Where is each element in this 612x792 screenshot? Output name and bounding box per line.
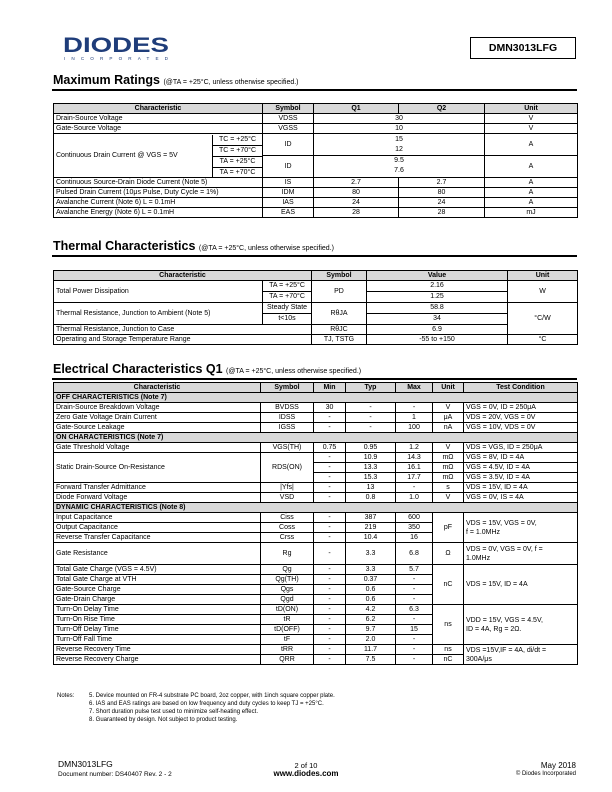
cond-cell: VGS = 8V, ID = 4A — [464, 453, 578, 463]
group-row — [54, 503, 578, 513]
cond-cell: VGS = 4.5V, ID = 4A — [464, 463, 578, 473]
unit-cell: V — [433, 443, 464, 453]
symbol-cell: QRR — [261, 655, 314, 665]
table-row — [54, 423, 578, 433]
char-text: Continuous Drain Current @ VGS = 5V — [56, 152, 178, 159]
min-cell: 30 — [314, 403, 346, 413]
max-cell: - — [396, 655, 433, 665]
elec-title: Electrical Characteristics Q1 — [53, 362, 223, 376]
unit-cell: V — [433, 403, 464, 413]
table-row — [54, 134, 578, 178]
max-cell: 16.1 — [396, 463, 433, 473]
note-item: 8. Guaranteed by design. Not subject to product testing. — [89, 717, 238, 723]
value-text: 2.16 — [367, 281, 507, 292]
unit-cell: V — [433, 493, 464, 503]
electrical-table — [53, 382, 578, 665]
min-cell: - — [314, 655, 346, 665]
min-cell: - — [314, 625, 346, 635]
unit-cell: A — [485, 188, 578, 198]
unit-cell: nA — [433, 423, 464, 433]
table-row — [54, 605, 578, 615]
cond-line: VDS = 15V, VGS = 0V, — [466, 519, 537, 527]
table-row — [54, 281, 578, 303]
max-cell: 17.7 — [396, 473, 433, 483]
unit-cell: s — [433, 483, 464, 493]
symbol-cell: RDS(ON) — [261, 453, 314, 483]
group-title: OFF CHARACTERISTICS (Note 7) — [54, 393, 578, 403]
cond-text: TC = +70°C — [213, 146, 262, 157]
min-cell: - — [314, 585, 346, 595]
value-text: 34 — [433, 315, 441, 322]
header-cell: Q1 — [314, 104, 399, 114]
typ-cell: - — [346, 403, 396, 413]
header-cell: Typ — [346, 383, 396, 393]
char-text: Total Power Dissipation — [56, 288, 129, 295]
thermal-condition: (@TA = +25°C, unless otherwise specified.) — [198, 245, 334, 252]
table-row — [54, 453, 578, 463]
char-cell: Avalanche Current (Note 6) L = 0.1mH — [54, 198, 263, 208]
table-row — [54, 483, 578, 493]
typ-cell: 6.2 — [346, 615, 396, 625]
unit-cell: V — [485, 114, 578, 124]
cond-text: t<10s — [278, 315, 296, 322]
cond-text: Steady State — [263, 303, 311, 314]
footer-copyright: © Diodes Incorporated — [515, 771, 576, 777]
min-cell: - — [314, 543, 346, 565]
value-cell — [367, 303, 508, 325]
section-rule — [52, 378, 577, 380]
symbol-cell: VDSS — [263, 114, 314, 124]
value-cell: 30 — [314, 114, 485, 124]
typ-cell: 0.6 — [346, 585, 396, 595]
cond-text: TC = +25°C — [213, 135, 262, 146]
value-text: 1.25 — [430, 293, 444, 300]
char-cell: Zero Gate Voltage Drain Current — [54, 413, 261, 423]
value-cell: -55 to +150 — [367, 335, 508, 345]
cond-line: VDD = 15V, VGS = 4.5V, — [466, 616, 543, 624]
char-cell — [54, 134, 263, 178]
symbol-text: ID — [284, 163, 292, 170]
q2-cell: 2.7 — [399, 178, 485, 188]
thermal-table — [53, 270, 578, 345]
header-cell: Test Condition — [464, 383, 578, 393]
typ-cell: 0.8 — [346, 493, 396, 503]
max-cell: 15 — [396, 625, 433, 635]
logo-text: DIODES — [63, 34, 169, 57]
cond-line: ID = 4A, Rg = 2Ω. — [466, 625, 522, 633]
char-cell: Gate-Source Leakage — [54, 423, 261, 433]
unit-text: A — [528, 163, 534, 170]
min-cell: - — [314, 533, 346, 543]
unit-cell: A — [485, 198, 578, 208]
symbol-cell: Qg — [261, 565, 314, 575]
cond-cell: VDS = 20V, VGS = 0V — [464, 413, 578, 423]
min-cell: - — [314, 463, 346, 473]
max-cell: 6.3 — [396, 605, 433, 615]
char-cell — [54, 303, 312, 325]
footer-doc: Document number: DS40407 Rev. 2 - 2 — [58, 771, 172, 778]
q1-cell: 24 — [314, 198, 399, 208]
char-cell: Turn-On Rise Time — [54, 615, 261, 625]
symbol-cell: Qg(TH) — [261, 575, 314, 585]
typ-cell: 0.37 — [346, 575, 396, 585]
typ-cell: 10.4 — [346, 533, 396, 543]
header-cell: Symbol — [261, 383, 314, 393]
max-cell: 6.8 — [396, 543, 433, 565]
table-row — [54, 178, 578, 188]
symbol-cell: Coss — [261, 523, 314, 533]
cond-cell: VDS = VGS, ID = 250μA — [464, 443, 578, 453]
symbol-cell: |Yfs| — [261, 483, 314, 493]
symbol-cell: TJ, TSTG — [312, 335, 367, 345]
q1-cell: 80 — [314, 188, 399, 198]
typ-cell: 2.0 — [346, 635, 396, 645]
value-cell: 6.9 — [367, 325, 508, 335]
max-cell: 350 — [396, 523, 433, 533]
symbol-cell: BVDSS — [261, 403, 314, 413]
char-cell: Turn-Off Delay Time — [54, 625, 261, 635]
table-header-row — [54, 104, 578, 114]
header-cell: Characteristic — [54, 271, 312, 281]
max-cell: - — [396, 615, 433, 625]
table-row — [54, 513, 578, 523]
char-cell: Pulsed Drain Current (10μs Pulse, Duty Cycle = 1%) — [54, 188, 263, 198]
symbol-cell: tF — [261, 635, 314, 645]
section-rule — [52, 89, 577, 91]
min-cell: - — [314, 473, 346, 483]
cond-text: TA = +25°C — [213, 157, 262, 168]
typ-cell: 13.3 — [346, 463, 396, 473]
cond-cell: VGS = 3.5V, ID = 4A — [464, 473, 578, 483]
typ-cell: 219 — [346, 523, 396, 533]
symbol-cell: IDSS — [261, 413, 314, 423]
char-cell: Gate-Drain Charge — [54, 595, 261, 605]
symbol-cell: Qgd — [261, 595, 314, 605]
table-row — [54, 124, 578, 134]
cond-line: f = 1.0MHz — [466, 528, 501, 536]
cond-cell: VDS = 15V, ID = 4A — [464, 483, 578, 493]
header-cell: Value — [367, 271, 508, 281]
footer-part: DMN3013LFG — [58, 759, 113, 769]
cond-cell — [464, 543, 578, 565]
value-text: 12 — [314, 145, 484, 156]
cond-cell: VGS = 10V, VDS = 0V — [464, 423, 578, 433]
table-row — [54, 114, 578, 124]
table-row — [54, 325, 578, 335]
symbol-cell: tD(ON) — [261, 605, 314, 615]
unit-cell: mΩ — [433, 463, 464, 473]
header-cell: Symbol — [312, 271, 367, 281]
table-header-row — [54, 383, 578, 393]
cond-line: VDS =15V,IF = 4A, di/dt = — [466, 646, 547, 654]
table-row — [54, 565, 578, 575]
max-ratings-condition: (@TA = +25°C, unless otherwise specified.) — [163, 79, 299, 86]
typ-cell: 3.3 — [346, 565, 396, 575]
note-item: 5. Device mounted on FR-4 substrate PC board, 2oz copper, with 1inch square copper plate. — [89, 693, 335, 699]
value-text: 9.5 — [394, 157, 404, 164]
unit-cell: W — [508, 281, 578, 303]
max-cell: 600 — [396, 513, 433, 523]
typ-cell: 3.3 — [346, 543, 396, 565]
symbol-cell — [263, 134, 314, 178]
unit-cell: °C — [508, 335, 578, 345]
typ-cell: 0.95 — [346, 443, 396, 453]
unit-cell: ns — [433, 605, 464, 645]
char-cell: Turn-On Delay Time — [54, 605, 261, 615]
table-row — [54, 443, 578, 453]
min-cell: - — [314, 483, 346, 493]
min-cell: - — [314, 523, 346, 533]
typ-cell: - — [346, 413, 396, 423]
max-cell: 5.7 — [396, 565, 433, 575]
unit-cell: °C/W — [508, 303, 578, 335]
min-cell: - — [314, 423, 346, 433]
table-row — [54, 493, 578, 503]
table-row — [54, 303, 578, 325]
char-cell: Gate Resistance — [54, 543, 261, 565]
typ-cell: 13 — [346, 483, 396, 493]
symbol-cell: RθJA — [312, 303, 367, 325]
header-cell: Characteristic — [54, 104, 263, 114]
max-cell: - — [396, 483, 433, 493]
symbol-cell: Qgs — [261, 585, 314, 595]
char-cell: Gate-Source Voltage — [54, 124, 263, 134]
cond-line: 300A/μs — [466, 655, 492, 663]
symbol-cell: tRR — [261, 645, 314, 655]
typ-cell: 10.9 — [346, 453, 396, 463]
unit-cell: mΩ — [433, 453, 464, 463]
header-cell: Unit — [433, 383, 464, 393]
char-cell: Input Capacitance — [54, 513, 261, 523]
symbol-cell: Ciss — [261, 513, 314, 523]
symbol-cell: VGS(TH) — [261, 443, 314, 453]
min-cell: - — [314, 595, 346, 605]
max-cell: 1.2 — [396, 443, 433, 453]
cond-cell: VGS = 0V, IS = 4A — [464, 493, 578, 503]
cond-line: 1.0MHz — [466, 554, 491, 562]
unit-cell: pF — [433, 513, 464, 543]
table-header-row — [54, 271, 578, 281]
unit-text: A — [485, 134, 577, 156]
table-row — [54, 188, 578, 198]
q1-cell: 28 — [314, 208, 399, 218]
header-cell: Q2 — [399, 104, 485, 114]
unit-cell: ns — [433, 645, 464, 655]
unit-cell: V — [485, 124, 578, 134]
thermal-title: Thermal Characteristics — [53, 239, 196, 253]
unit-cell: A — [485, 178, 578, 188]
footer-date: May 2018 — [540, 761, 576, 770]
max-cell: 100 — [396, 423, 433, 433]
header-cell: Characteristic — [54, 383, 261, 393]
char-cell: Reverse Transfer Capacitance — [54, 533, 261, 543]
table-row — [54, 208, 578, 218]
group-title: ON CHARACTERISTICS (Note 7) — [54, 433, 578, 443]
max-cell: - — [396, 595, 433, 605]
table-row — [54, 335, 578, 345]
min-cell: 0.75 — [314, 443, 346, 453]
symbol-cell: tR — [261, 615, 314, 625]
min-cell: - — [314, 565, 346, 575]
unit-cell: nC — [433, 565, 464, 605]
char-cell: Continuous Source-Drain Diode Current (Note 5) — [54, 178, 263, 188]
elec-condition: (@TA = +25°C, unless otherwise specified.) — [226, 368, 362, 375]
min-cell: - — [314, 615, 346, 625]
symbol-cell: IAS — [263, 198, 314, 208]
cond-cell — [464, 645, 578, 665]
char-text: Thermal Resistance, Junction to Ambient (Note 5) — [56, 310, 211, 317]
symbol-cell: IS — [263, 178, 314, 188]
max-ratings-heading — [53, 73, 299, 90]
note-item: 7. Short duration pulse test used to minimize self-heating effect. — [89, 709, 258, 715]
max-cell: 14.3 — [396, 453, 433, 463]
typ-cell: 4.2 — [346, 605, 396, 615]
char-cell: Diode Forward Voltage — [54, 493, 261, 503]
symbol-cell: Crss — [261, 533, 314, 543]
table-row — [54, 543, 578, 565]
group-title: DYNAMIC CHARACTERISTICS (Note 8) — [54, 503, 578, 513]
min-cell: - — [314, 575, 346, 585]
max-ratings-title: Maximum Ratings — [53, 73, 160, 87]
group-row — [54, 393, 578, 403]
char-cell: Gate-Source Charge — [54, 585, 261, 595]
char-cell: Output Capacitance — [54, 523, 261, 533]
typ-cell: 9.7 — [346, 625, 396, 635]
char-cell: Gate Threshold Voltage — [54, 443, 261, 453]
min-cell: - — [314, 635, 346, 645]
value-text: 58.8 — [367, 303, 507, 314]
max-cell: 1.0 — [396, 493, 433, 503]
max-cell: - — [396, 403, 433, 413]
max-ratings-table — [53, 103, 578, 218]
max-cell: - — [396, 645, 433, 655]
min-cell: - — [314, 513, 346, 523]
part-number-box — [470, 37, 576, 59]
typ-cell: - — [346, 423, 396, 433]
typ-cell: 11.7 — [346, 645, 396, 655]
footer-page: 2 of 10 — [294, 761, 318, 770]
symbol-cell: RθJC — [312, 325, 367, 335]
min-cell: - — [314, 645, 346, 655]
unit-cell: Ω — [433, 543, 464, 565]
unit-cell: μA — [433, 413, 464, 423]
value-text: 7.6 — [394, 167, 404, 174]
header-cell: Unit — [485, 104, 578, 114]
char-cell: Drain-Source Breakdown Voltage — [54, 403, 261, 413]
symbol-cell: VSD — [261, 493, 314, 503]
q2-cell: 24 — [399, 198, 485, 208]
char-cell: Forward Transfer Admittance — [54, 483, 261, 493]
notes-list — [89, 692, 335, 724]
table-row — [54, 645, 578, 655]
symbol-cell: IDM — [263, 188, 314, 198]
table-row — [54, 198, 578, 208]
logo-subtext: INCORPORATED — [64, 56, 168, 61]
cond-line: VDS = 0V, VGS = 0V, f = — [466, 545, 543, 553]
symbol-cell: EAS — [263, 208, 314, 218]
char-cell: Thermal Resistance, Junction to Case — [54, 325, 312, 335]
cond-cell — [464, 605, 578, 645]
char-cell: Reverse Recovery Time — [54, 645, 261, 655]
header-cell: Max — [396, 383, 433, 393]
header-cell: Symbol — [263, 104, 314, 114]
header-cell: Min — [314, 383, 346, 393]
q2-cell: 80 — [399, 188, 485, 198]
max-cell: 16 — [396, 533, 433, 543]
typ-cell: 387 — [346, 513, 396, 523]
cond-cell: VDS = 15V, ID = 4A — [464, 565, 578, 605]
char-cell: Operating and Storage Temperature Range — [54, 335, 312, 345]
cond-cell: VGS = 0V, ID = 250μA — [464, 403, 578, 413]
max-cell: - — [396, 575, 433, 585]
char-cell — [54, 281, 312, 303]
typ-cell: 7.5 — [346, 655, 396, 665]
q2-cell: 28 — [399, 208, 485, 218]
char-cell: Turn-Off Fall Time — [54, 635, 261, 645]
header-cell: Unit — [508, 271, 578, 281]
char-cell: Total Gate Charge at VTH — [54, 575, 261, 585]
unit-cell: mΩ — [433, 473, 464, 483]
max-cell: - — [396, 585, 433, 595]
diodes-logo — [62, 33, 172, 63]
thermal-heading — [53, 239, 334, 256]
notes-label: Notes: — [57, 693, 75, 699]
q1-cell: 2.7 — [314, 178, 399, 188]
typ-cell: 0.6 — [346, 595, 396, 605]
typ-cell: 15.3 — [346, 473, 396, 483]
elec-heading — [53, 362, 361, 379]
min-cell: - — [314, 413, 346, 423]
symbol-cell: tD(OFF) — [261, 625, 314, 635]
footer-url: www.diodes.com — [273, 769, 339, 778]
unit-cell: mJ — [485, 208, 578, 218]
note-item: 6. IAS and EAS ratings are based on low frequency and duty cycles to keep TJ = +25°C. — [89, 701, 324, 707]
max-cell: - — [396, 635, 433, 645]
cond-text: TA = +70°C — [269, 293, 305, 300]
symbol-cell: VGSS — [263, 124, 314, 134]
part-number: DMN3013LFG — [488, 42, 558, 54]
section-rule — [52, 255, 577, 257]
value-cell — [367, 281, 508, 303]
max-cell: 1 — [396, 413, 433, 423]
cond-text: TA = +70°C — [219, 168, 256, 176]
unit-cell — [485, 134, 578, 178]
value-text: 15 — [395, 136, 403, 143]
group-row — [54, 433, 578, 443]
char-cell: Total Gate Charge (VGS = 4.5V) — [54, 565, 261, 575]
char-cell: Drain-Source Voltage — [54, 114, 263, 124]
min-cell: - — [314, 493, 346, 503]
table-row — [54, 413, 578, 423]
table-row — [54, 403, 578, 413]
char-cell: Avalanche Energy (Note 6) L = 0.1mH — [54, 208, 263, 218]
symbol-text: ID — [263, 134, 313, 156]
min-cell: - — [314, 453, 346, 463]
unit-cell: nC — [433, 655, 464, 665]
symbol-cell: PD — [312, 281, 367, 303]
symbol-cell: IGSS — [261, 423, 314, 433]
cond-cell — [464, 513, 578, 543]
char-cell: Static Drain-Source On-Resistance — [54, 453, 261, 483]
symbol-cell: Rg — [261, 543, 314, 565]
value-cell: 10 — [314, 124, 485, 134]
cond-text: TA = +25°C — [263, 281, 311, 292]
min-cell: - — [314, 605, 346, 615]
value-cell — [314, 134, 485, 178]
char-cell: Reverse Recovery Charge — [54, 655, 261, 665]
